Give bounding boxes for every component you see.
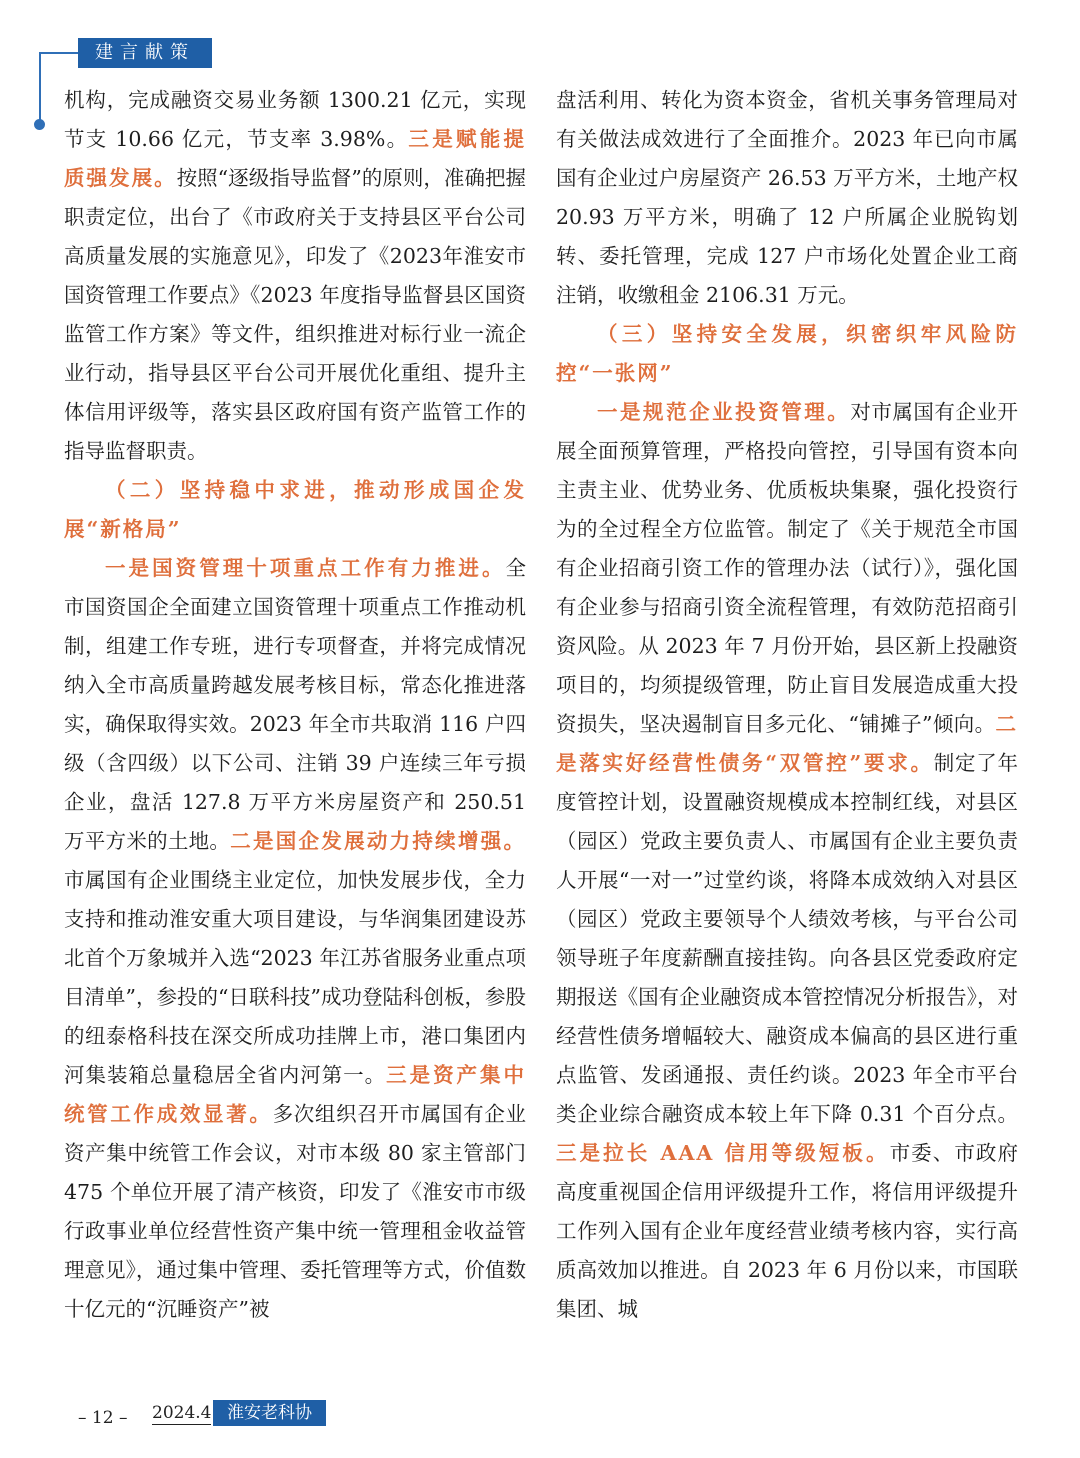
paragraph [64, 549, 526, 1329]
section-tag-dot-icon [34, 119, 45, 130]
magazine-name: 淮安老科协 [213, 1400, 326, 1426]
section-heading: （二）坚持稳中求进，推动形成国企发展“新格局” [64, 478, 526, 541]
highlight-phrase: 二是国企发展动力持续增强。 [230, 829, 527, 853]
paragraph: 盘活利用、转化为资本资金，省机关事务管理局对有关做法成效进行了全面推介。2023 年已向市属国有企业过户房屋资产 26.53 万平方米，土地产权 20.93 万平方米，明确了 12 户所属企业脱钩划转、委托管理，完成 127 户市场化处置企业工商注销，收缴租金 2106.31 万元。 [556, 88, 1018, 307]
paragraph-text: 按照“逐级指导监督”的原则，准确把握职责定位，出台了《市政府关于支持县区平台公司高质量发展的实施意见》，印发了《2023年淮安市国资管理工作要点》《2023 年度指导监督县区国资监管工作方案》等文件，组织推进对标行业一流企业行动，指导县区平台公司开展优化重组、提升主体信用评级等，落实县区政府国有资产监管工作的指导监督职责。 [64, 166, 526, 463]
highlight-phrase: 三是赋能提质强发展。 [64, 127, 527, 190]
paragraph-text: 全市国资国企全面建立国资管理十项重点工作推动机制，组建工作专班，进行专项督查，并将完成情况纳入全市高质量跨越发展考核目标，常态化推进落实，确保取得实效。2023 年全市共取消 116 户四级（含四级）以下公司、注销 39 户连续三年亏损企业，盘活 127.8 万平方米房屋资产和 250.51 万平方米的土地。 [64, 556, 526, 853]
paragraph-text: 机构，完成融资交易业务额 1300.21 亿元，实现节支 10.66 亿元，节支率 3.98%。 [64, 88, 526, 151]
paragraph-text: 市委、市政府高度重视国企信用评级提升工作，将信用评级提升工作列入国有企业年度经营业绩考核内容，实行高质高效加以推进。自 2023 年 6 月份以来，市国联集团、城 [556, 1141, 1018, 1321]
paragraph-text: 对市属国有企业开展全面预算管理，严格投向管控，引导国有资本向主责主业、优势业务、优质板块集聚，强化投资行为的全过程全方位监管。制定了《关于规范全市国有企业招商引资工作的管理办法（试行）》，强化国有企业参与招商引资全流程管理，有效防范招商引资风险。从 2023 年 7 月份开始，县区新上投融资项目的，均须提级管理，防止盲目发展造成重大投资损失，坚决遏制盲目多元化、“铺摊子”倾向。 [556, 400, 1019, 736]
section-heading: （三）坚持安全发展，织密织牢风险防控“一张网” [556, 322, 1018, 385]
section-tag-connector-line [39, 52, 79, 54]
highlight-phrase: 一是规范企业投资管理。 [597, 400, 851, 424]
page-number: – 12 – [78, 1408, 128, 1428]
section-tag-vertical-line [39, 52, 41, 122]
paragraph-text: 多次组织召开市属国有企业资产集中统管工作会议，对市本级 80 家主管部门 475 个单位开展了清产核资，印发了《淮安市市级行政事业单位经营性资产集中统一管理租金收益管理意见》，通过集中管理、委托管理等方式，价值数十亿元的“沉睡资产”被 [64, 1102, 527, 1321]
highlight-phrase: 三是资产集中统管工作成效显著。 [64, 1063, 526, 1126]
highlight-phrase: 一是国资管理十项重点工作有力推进。 [105, 556, 506, 580]
section-label: 建言献策 [78, 38, 212, 68]
paragraph-text: 市属国有企业围绕主业定位，加快发展步伐，全力支持和推动淮安重大项目建设，与华润集团建设苏北首个万象城并入选“2023 年江苏省服务业重点项目清单”，参投的“日联科技”成功登陆科创板，参股的纽泰格科技在深交所成功挂牌上市，港口集团内河集装箱总量稳居全省内河第一。 [64, 868, 526, 1087]
issue-number: 2024.4 [152, 1403, 212, 1423]
highlight-phrase: 二是落实好经营性债务“双管控”要求。 [556, 712, 1018, 775]
paragraph [64, 81, 526, 471]
paragraph-text: 制定了年度管控计划，设置融资规模成本控制红线，对县区（园区）党政主要负责人、市属国有企业主要负责人开展“一对一”过堂约谈，将降本成效纳入对县区（园区）党政主要领导个人绩效考核，与平台公司领导班子年度薪酬直接挂钩。向各县区党委政府定期报送《国有企业融资成本管控情况分析报告》，对经营性债务增幅较大、融资成本偏高的县区进行重点监管、发函通报、责任约谈。2023 年全市平台类企业综合融资成本较上年下降 0.31 个百分点。 [556, 751, 1019, 1126]
paragraph [556, 393, 1018, 1329]
highlight-phrase: 三是拉长 AAA 信用等级短板。 [556, 1141, 890, 1165]
article-right-column [556, 81, 1018, 1329]
article-left-column [64, 81, 526, 1329]
